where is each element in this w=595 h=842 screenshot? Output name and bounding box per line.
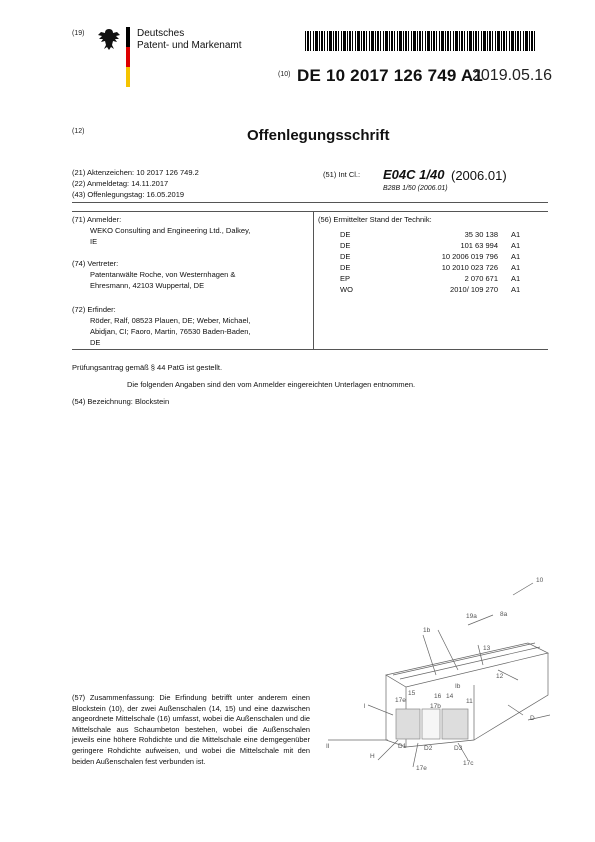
figure-label: 17b: [430, 703, 441, 710]
figure-label: H: [370, 753, 375, 760]
citation-number: 10 2006 019 796: [441, 252, 498, 261]
figure-label: Ib: [455, 683, 461, 690]
inid-code-12: (12): [72, 128, 85, 135]
citation-number: 2 070 671: [464, 274, 498, 283]
figure-label: 17c: [463, 760, 474, 767]
office-line-1: Deutsches: [137, 28, 185, 39]
citation-kind: A1: [511, 230, 521, 239]
citation-country: DE: [340, 241, 351, 250]
figure-label: 17e: [416, 765, 427, 772]
inventors-line: Röder, Ralf, 08523 Plauen, DE; Weber, Michael,: [90, 316, 251, 325]
citation-number: 35 30 138: [464, 230, 498, 239]
figure-label: 15: [408, 690, 416, 697]
divider: [72, 202, 548, 203]
ipc-main-class: E04C 1/40: [383, 167, 445, 182]
citation-country: DE: [340, 230, 351, 239]
inventors-line: Abidjan, CI; Faoro, Martin, 76530 Baden-Baden,: [90, 327, 251, 336]
citation-row: [0, 230, 595, 240]
figure-label: 17e: [395, 697, 406, 704]
divider: [72, 211, 548, 212]
ipc-main-version: (2006.01): [451, 168, 507, 183]
citation-country: DE: [340, 263, 351, 272]
representative-line: Ehresmann, 42103 Wuppertal, DE: [90, 281, 205, 290]
citation-row: [0, 285, 595, 295]
barcode: [305, 31, 535, 51]
citation-row: [0, 241, 595, 251]
figure-label: 19a: [466, 613, 477, 620]
divider: [72, 349, 548, 350]
prior-art-label: (56) Ermittelter Stand der Technik:: [318, 215, 432, 224]
federal-eagle-icon: [96, 26, 122, 54]
examination-note: Prüfungsantrag gemäß § 44 PatG ist gestellt.: [72, 363, 223, 372]
figure-label: II: [326, 743, 330, 750]
ipc-secondary-class: B28B 1/50 (2006.01): [383, 185, 448, 192]
figure-label: D2: [424, 745, 433, 752]
figure-label: 13: [483, 645, 491, 652]
publication-number: DE 10 2017 126 749 A1: [297, 66, 483, 85]
document-type: Offenlegungsschrift: [247, 127, 390, 144]
citation-kind: A1: [511, 274, 521, 283]
citation-kind: A1: [511, 252, 521, 261]
figure-label: 12: [496, 673, 504, 680]
patent-office-name: [137, 28, 242, 52]
figure-label: l: [364, 703, 366, 710]
inid-code-19: (19): [72, 30, 85, 37]
citation-row: [0, 252, 595, 262]
citation-row: [0, 274, 595, 284]
representative-line: Patentanwälte Roche, von Westernhagen &: [90, 270, 236, 279]
figure-label: 1b: [423, 627, 431, 634]
citation-kind: A1: [511, 241, 521, 250]
citation-number: 10 2010 023 726: [441, 263, 498, 272]
citation-row: [0, 263, 595, 273]
inventors-label: (72) Erfinder:: [72, 305, 116, 314]
flag-stripe: [126, 27, 130, 87]
inid-code-10: (10): [278, 71, 291, 78]
citation-kind: A1: [511, 263, 521, 272]
applicant-label: (71) Anmelder:: [72, 215, 122, 224]
office-line-2: Patent- und Markenamt: [137, 40, 242, 51]
application-number: (21) Aktenzeichen: 10 2017 126 749.2: [72, 168, 199, 177]
applicant-line: IE: [90, 237, 98, 246]
designation: (54) Bezeichnung: Blockstein: [72, 397, 170, 406]
figure-label: D1: [398, 743, 407, 750]
applicant-info-note: Die folgenden Angaben sind den vom Anmelder eingereichten Unterlagen entnommen.: [127, 380, 416, 389]
publication-day: (43) Offenlegungstag: 16.05.2019: [72, 190, 185, 199]
publication-date: 2019.05.16: [472, 67, 553, 84]
figure-label: 10: [536, 577, 544, 584]
filing-date: (22) Anmeldetag: 14.11.2017: [72, 179, 169, 188]
inventors-line: DE: [90, 338, 101, 347]
abstract: (57) Zusammenfassung: Die Erfindung betrifft unter anderem einen Blockstein (10), der zwei Außenschalen (14, 15) und eine dazwischen angeordnete Mittelschale (16) umfasst, wobei die Außenschalen und die Mittelschale aus Schaumbeton bestehen, wobei die Außenschalen jeweils eine höhere Rohdichte und die Mittelschale eine demgegenüber geringere Rohdichte aufweisen, und wobei die Mittelschale mit den beiden Außenschalen fest verbunden ist.: [72, 693, 310, 766]
citation-number: 2010/ 109 270: [450, 285, 498, 294]
figure-label: D3: [454, 745, 463, 752]
figure-label: 16: [434, 693, 442, 700]
applicant-line: WEKO Consulting and Engineering Ltd., Dalkey,: [90, 226, 251, 235]
citation-number: 101 63 994: [460, 241, 498, 250]
citation-country: EP: [340, 274, 351, 283]
figure-block-drawing: [318, 575, 550, 775]
citation-kind: A1: [511, 285, 521, 294]
ipc-label: (51) Int Cl.:: [323, 170, 361, 179]
citation-country: WO: [340, 285, 353, 294]
figure-label: 11: [466, 698, 473, 705]
citation-country: DE: [340, 252, 351, 261]
figure-label: D: [530, 715, 535, 722]
representative-label: (74) Vertreter:: [72, 259, 119, 268]
figure-label: 14: [446, 693, 454, 700]
figure-label: 8a: [500, 611, 508, 618]
